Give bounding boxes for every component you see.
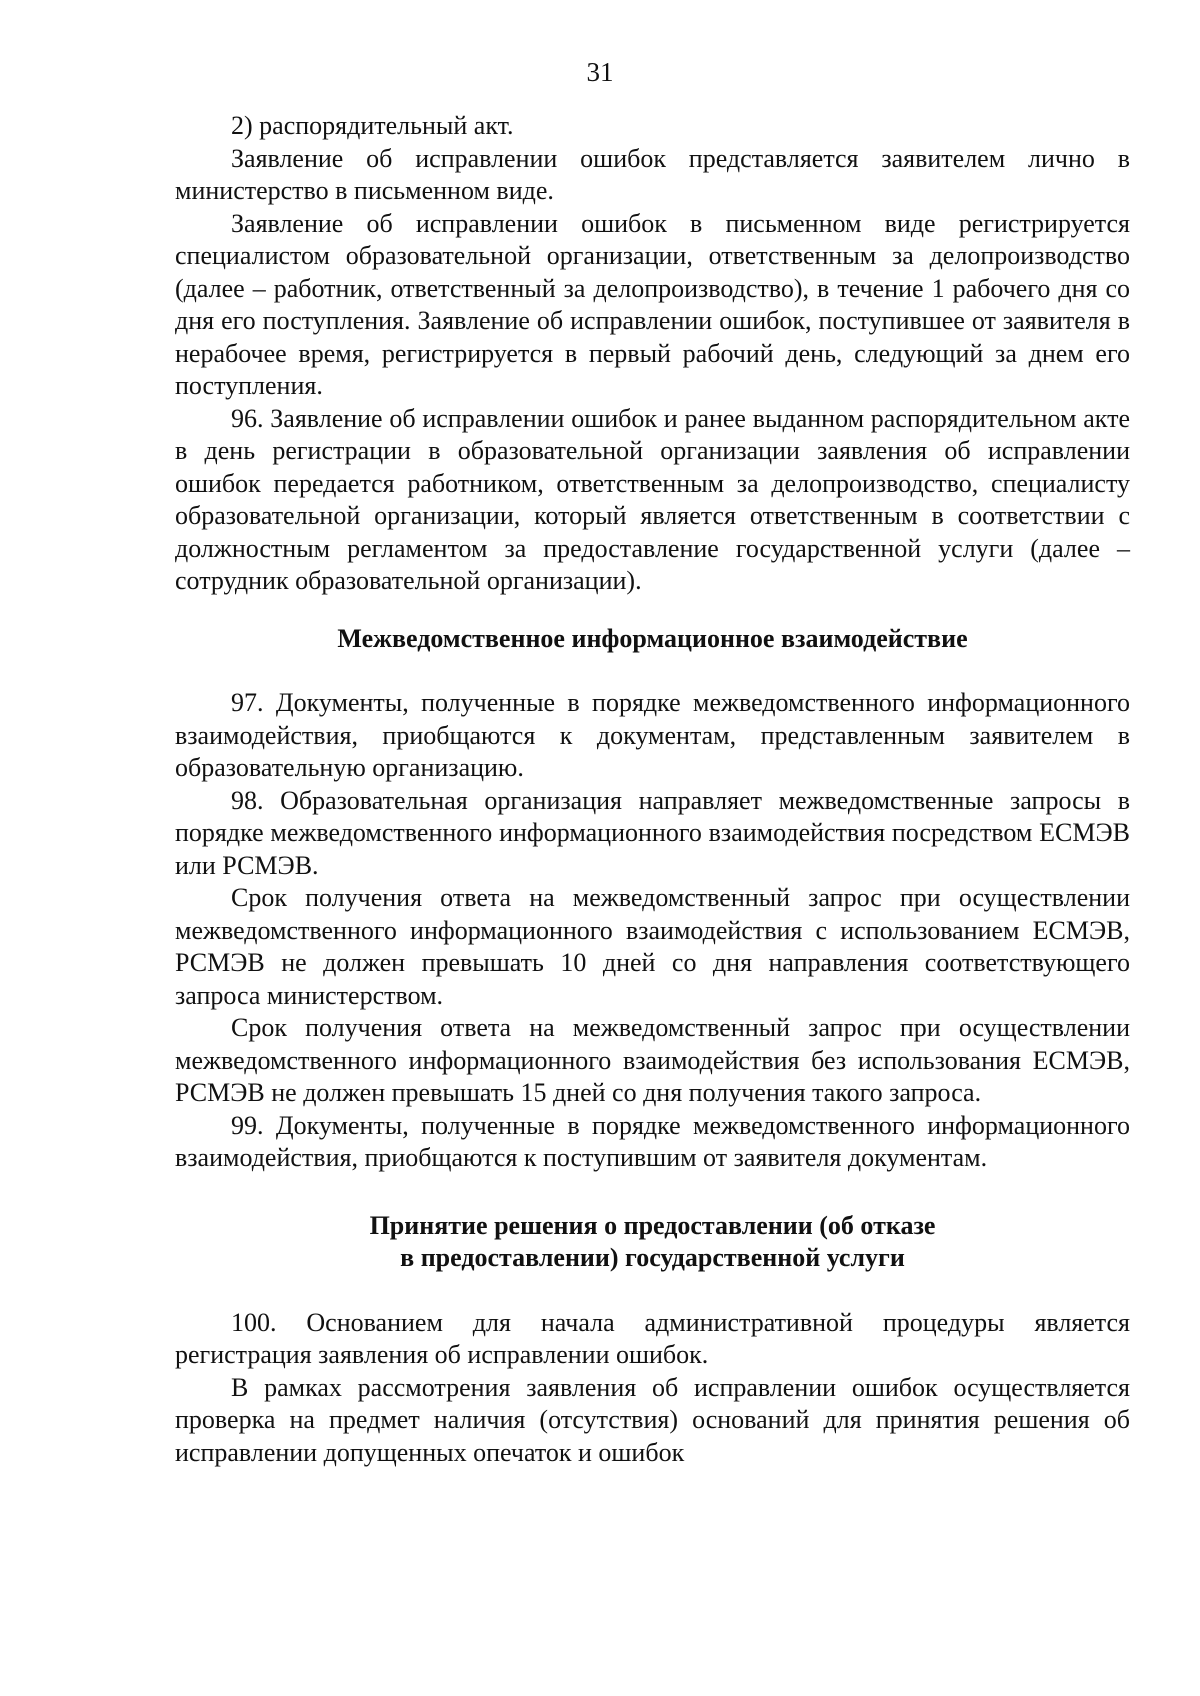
section-heading-decision-line-2: в предоставлении) государственной услуги (400, 1243, 905, 1272)
paragraph-item-2: 2) распорядительный акт. (231, 111, 514, 140)
section-heading-interagency: Межведомственное информационное взаимодействие (337, 623, 968, 653)
paragraph-97: 97. Документы, полученные в порядке межведомственного информационного взаимодействия, приобщаются к документам, представленным заявителем в образовательную организацию. (175, 688, 1130, 782)
section-heading-decision (175, 1210, 1130, 1275)
paragraph-application-submission: Заявление об исправлении ошибок представляется заявителем лично в министерство в письменном виде. (175, 143, 1130, 205)
paragraph-100: 100. Основанием для начала административной процедуры является регистрация заявления об исправлении ошибок. (175, 1307, 1130, 1369)
page-number: 31 (586, 57, 614, 87)
document-body (175, 110, 1130, 1469)
paragraph-response-term-without-esmev: Срок получения ответа на межведомственный запрос при осуществлении межведомственного информационного взаимодействия без использования ЕСМЭВ, РСМЭВ не должен превышать 15 дней со дня получения такого запроса. (175, 1013, 1130, 1107)
paragraph-response-term-esmev: Срок получения ответа на межведомственный запрос при осуществлении межведомственного информационного взаимодействия с использованием ЕСМЭВ, РСМЭВ не должен превышать 10 дней со дня направления соответствующего запроса министерством. (175, 883, 1130, 1010)
section-heading-decision-line-1: Принятие решения о предоставлении (об отказе (369, 1210, 936, 1240)
paragraph-96: 96. Заявление об исправлении ошибок и ранее выданном распорядительном акте в день регистрации в образовательной организации заявления об исправлении ошибок передается работником, ответственным за делопроизводство, специалисту образовательной организации, который является ответственным в соответствии с должностным регламентом за предоставление государственной услуги (далее – сотрудник образовательной организации). (175, 403, 1130, 595)
paragraph-review-check: В рамках рассмотрения заявления об исправлении ошибок осуществляется проверка на предмет наличия (отсутствия) оснований для принятия решения об исправлении допущенных опечаток и ошибок (175, 1372, 1130, 1467)
paragraph-99: 99. Документы, полученные в порядке межведомственного информационного взаимодействия, приобщаются к поступившим от заявителя документам. (175, 1110, 1130, 1172)
paragraph-registration: Заявление об исправлении ошибок в письменном виде регистрируется специалистом образовательной организации, ответственным за делопроизводство (далее – работник, ответственный за делопроизводство), в течение 1 рабочего дня со дня его поступления. Заявление об исправлении ошибок, поступившее от заявителя в нерабочее время, регистрируется в первый рабочий день, следующий за днем его поступления. (175, 208, 1130, 400)
paragraph-98: 98. Образовательная организация направляет межведомственные запросы в порядке межведомственного информационного взаимодействия посредством ЕСМЭВ или РСМЭВ. (175, 785, 1130, 880)
